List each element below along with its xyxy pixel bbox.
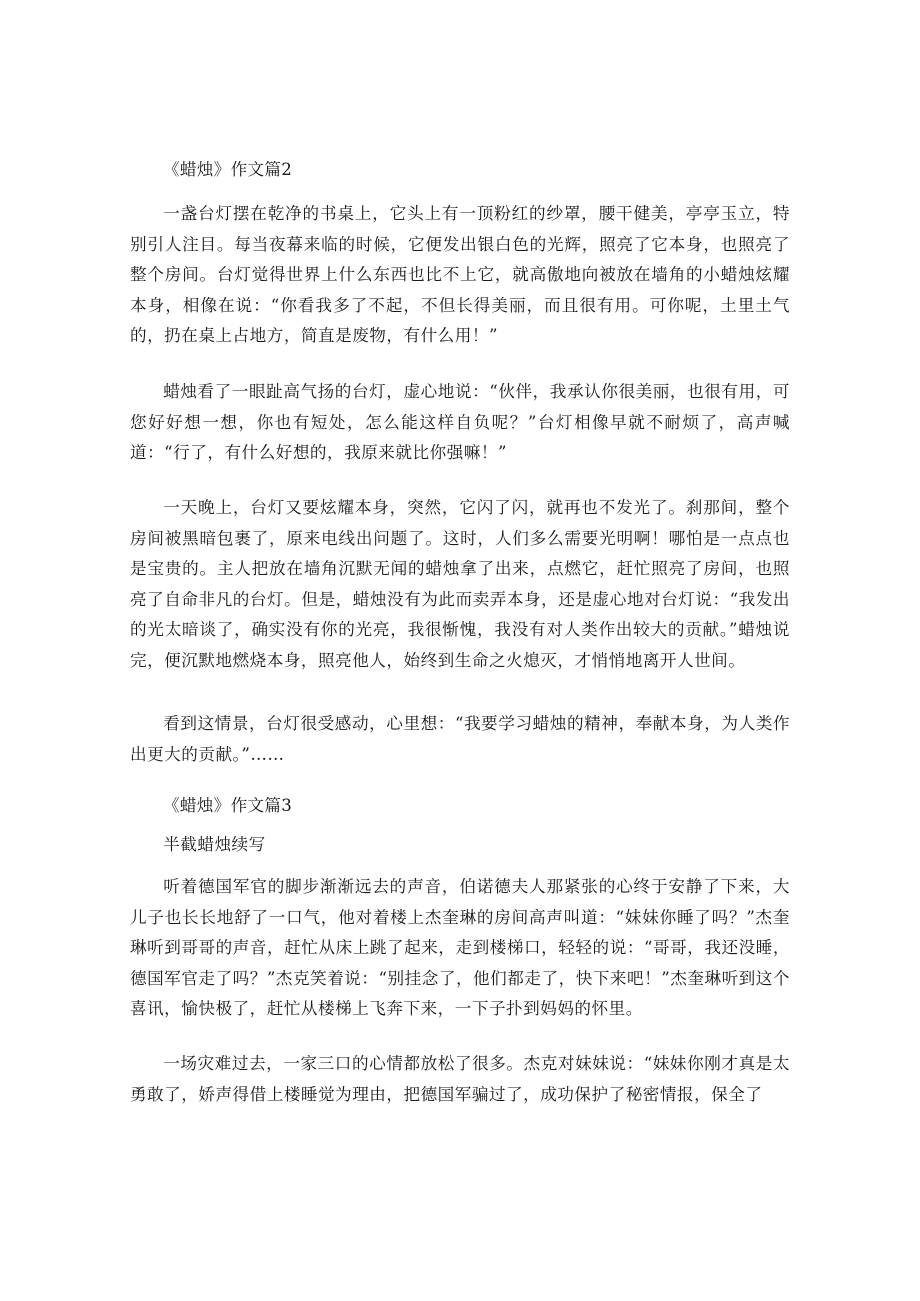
paragraph: 半截蜡烛续写 (163, 835, 266, 854)
paragraph: 一盏台灯摆在乾净的书桌上，它头上有一顶粉红的纱罩，腰干健美，亭亭玉立，特别引人注目。每当夜幕来临的时候，它便发出银白色的光辉，照亮了它本身，也照亮了整个房间。台灯觉得世界上什么东西也比不上它，就高傲地向被放在墙角的小蜡烛炫耀本身，相像在说：“你看我多了不起，不但长得美丽，而且很有用。可你呢，土里土气的，扔在桌上占地方，简直是废物，有什么用！” (130, 204, 790, 346)
paragraph: 一天晚上，台灯又要炫耀本身，突然，它闪了闪，就再也不发光了。刹那间，整个房间被黑暗包裹了，原来电线出问题了。这时，人们多么需要光明啊！哪怕是一点点也是宝贵的。主人把放在墙角沉默无闻的蜡烛拿了出来，点燃它，赶忙照亮了房间，也照亮了自命非凡的台灯。但是，蜡烛没有为此而卖弄本身，还是虚心地对台灯说：“我发出的光太暗谈了，确实没有你的光亮，我很惭愧，我没有对人类作出较大的贡献。”蜡烛说完，便沉默地燃烧本身，照亮他人，始终到生命之火熄灭，才悄悄地离开人世间。 (130, 498, 790, 670)
paragraph: 一场灾难过去，一家三口的心情都放松了很多。杰克对妹妹说：“妹妹你刚才真是太勇敢了，娇声得借上楼睡觉为理由，把德国军骗过了，成功保护了秘密情报，保全了 (130, 1054, 790, 1104)
section-heading: 《蜡烛》作文篇3 (163, 796, 293, 815)
section-heading: 《蜡烛》作文篇2 (163, 160, 293, 179)
paragraph: 看到这情景，台灯很受感动，心里想：“我要学习蜡烛的精神，奉献本身，为人类作出更大的贡献。”…… (130, 714, 790, 764)
paragraph: 蜡烛看了一眼趾高气扬的台灯，虚心地说：“伙伴，我承认你很美丽，也很有用，可您好好想一想，你也有短处，怎么能这样自负呢？”台灯相像早就不耐烦了，高声喊道：“行了，有什么好想的，我原来就比你强嘛！” (130, 382, 790, 463)
paragraph: 听着德国军官的脚步渐渐远去的声音，伯诺德夫人那紧张的心终于安静了下来，大儿子也长长地舒了一口气，他对着楼上杰奎琳的房间高声叫道：“妹妹你睡了吗？”杰奎琳听到哥哥的声音，赶忙从床上跳了起来，走到楼梯口，轻轻的说：“哥哥，我还没睡，德国军官走了吗？”杰克笑着说：“别挂念了，他们都走了，快下来吧！”杰奎琳听到这个喜讯，愉快极了，赶忙从楼梯上飞奔下来，一下子扑到妈妈的怀里。 (130, 877, 790, 1019)
